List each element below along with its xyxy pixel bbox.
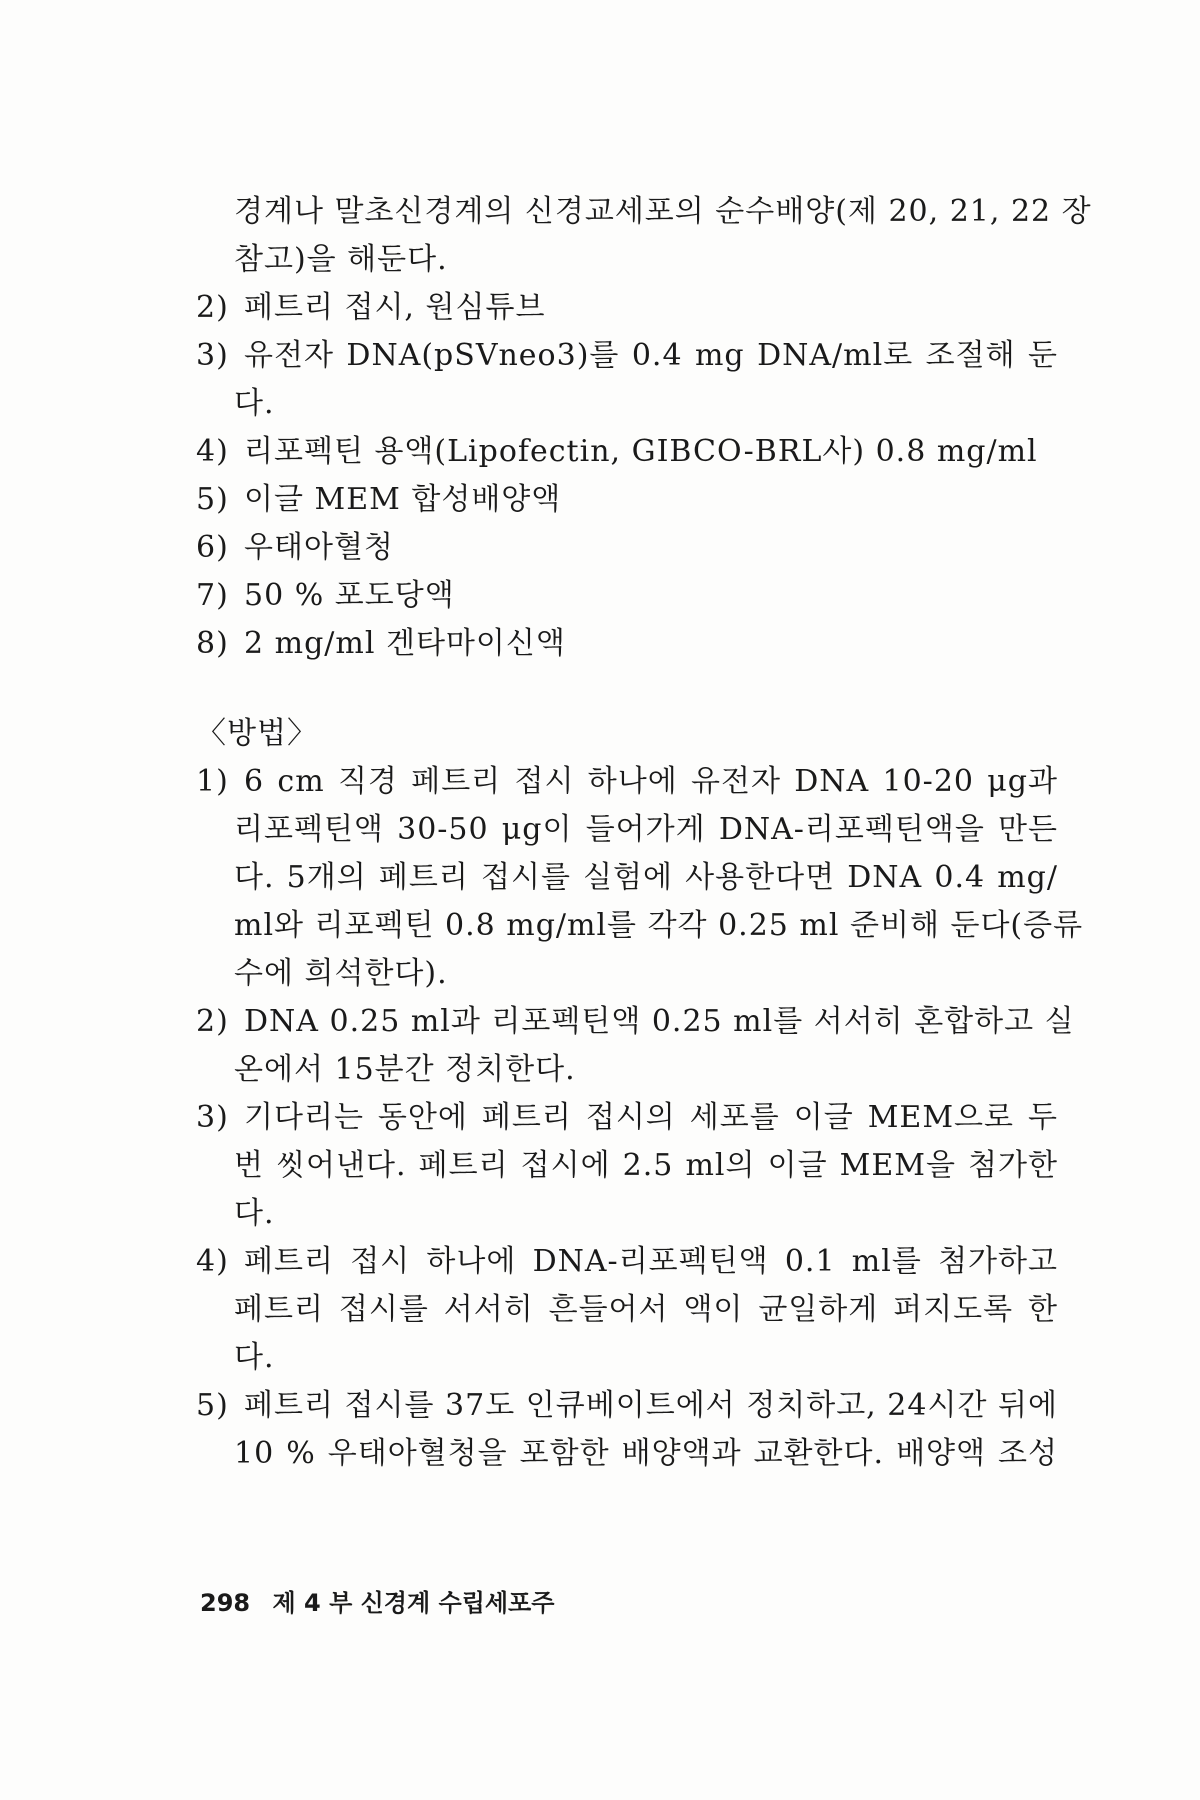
method-heading: 〈방법〉 <box>196 716 318 751</box>
item-number: 8) <box>196 626 229 661</box>
page-footer <box>200 1588 554 1618</box>
item-number: 4) <box>196 434 229 469</box>
step-line: 다. 5개의 페트리 접시를 실험에 사용한다면 DNA 0.4 mg/ <box>234 860 1058 895</box>
list-item <box>196 332 1058 380</box>
step-line: 수에 희석한다). <box>234 956 448 991</box>
running-title: 제 4 부 신경계 수립세포주 <box>272 1589 555 1617</box>
item-text: 우태아혈청 <box>244 530 394 565</box>
step-text: 기다리는 동안에 페트리 접시의 세포를 이글 MEM으로 두 <box>244 1100 1058 1135</box>
item-text: 페트리 접시, 원심튜브 <box>244 290 546 325</box>
continuation-line: 경계나 말초신경계의 신경교세포의 순수배양(제 20, 21, 22 장 <box>234 194 1092 229</box>
list-item <box>196 620 1058 668</box>
step-line: ml와 리포펙틴 0.8 mg/ml를 각각 0.25 ml 준비해 둔다(증류 <box>234 908 1084 943</box>
step-number: 1) <box>196 764 229 799</box>
method-step <box>196 1382 1058 1430</box>
item-number: 3) <box>196 338 229 373</box>
step-text: 6 cm 직경 페트리 접시 하나에 유전자 DNA 10-20 μg과 <box>244 764 1058 799</box>
item-number: 6) <box>196 530 229 565</box>
item-number: 7) <box>196 578 229 613</box>
method-step <box>196 998 1075 1046</box>
continuation-line: 참고)을 해둔다. <box>234 242 448 277</box>
list-item <box>196 524 1058 572</box>
item-text: 유전자 DNA(pSVneo3)를 0.4 mg DNA/ml로 조절해 둔 <box>244 338 1058 373</box>
step-text: 페트리 접시 하나에 DNA-리포펙틴액 0.1 ml를 첨가하고 <box>244 1244 1058 1279</box>
step-line: 다. <box>234 1340 275 1375</box>
method-step <box>196 1094 1058 1142</box>
step-line: 다. <box>234 1196 275 1231</box>
step-number: 2) <box>196 1004 229 1039</box>
step-line: 번 씻어낸다. 페트리 접시에 2.5 ml의 이글 MEM을 첨가한 <box>234 1148 1058 1183</box>
step-line: 온에서 15분간 정치한다. <box>234 1052 576 1087</box>
step-number: 3) <box>196 1100 229 1135</box>
item-text: 50 % 포도당액 <box>244 578 455 613</box>
item-text: 2 mg/ml 겐타마이신액 <box>244 626 566 661</box>
item-number: 5) <box>196 482 229 517</box>
page-number: 298 <box>200 1589 251 1617</box>
item-number: 2) <box>196 290 229 325</box>
item-continuation: 다. <box>234 386 275 421</box>
method-step <box>196 758 1058 806</box>
list-item <box>196 428 1058 476</box>
step-line: 10 % 우태아혈청을 포함한 배양액과 교환한다. 배양액 조성 <box>234 1436 1058 1471</box>
step-line: 리포펙틴액 30-50 μg이 들어가게 DNA-리포펙틴액을 만든 <box>234 812 1058 847</box>
list-item <box>196 476 1058 524</box>
step-text: DNA 0.25 ml과 리포펙틴액 0.25 ml를 서서히 혼합하고 실 <box>244 1004 1075 1039</box>
step-line: 페트리 접시를 서서히 흔들어서 액이 균일하게 퍼지도록 한 <box>234 1292 1058 1327</box>
step-number: 5) <box>196 1388 229 1423</box>
list-item <box>196 284 1058 332</box>
item-text: 이글 MEM 합성배양액 <box>244 482 562 517</box>
list-item <box>196 572 1058 620</box>
step-number: 4) <box>196 1244 229 1279</box>
method-step <box>196 1238 1058 1286</box>
page-body <box>196 188 1092 1478</box>
step-text: 페트리 접시를 37도 인큐베이트에서 정치하고, 24시간 뒤에 <box>244 1388 1058 1423</box>
item-text: 리포펙틴 용액(Lipofectin, GIBCO-BRL사) 0.8 mg/ml <box>244 434 1038 469</box>
